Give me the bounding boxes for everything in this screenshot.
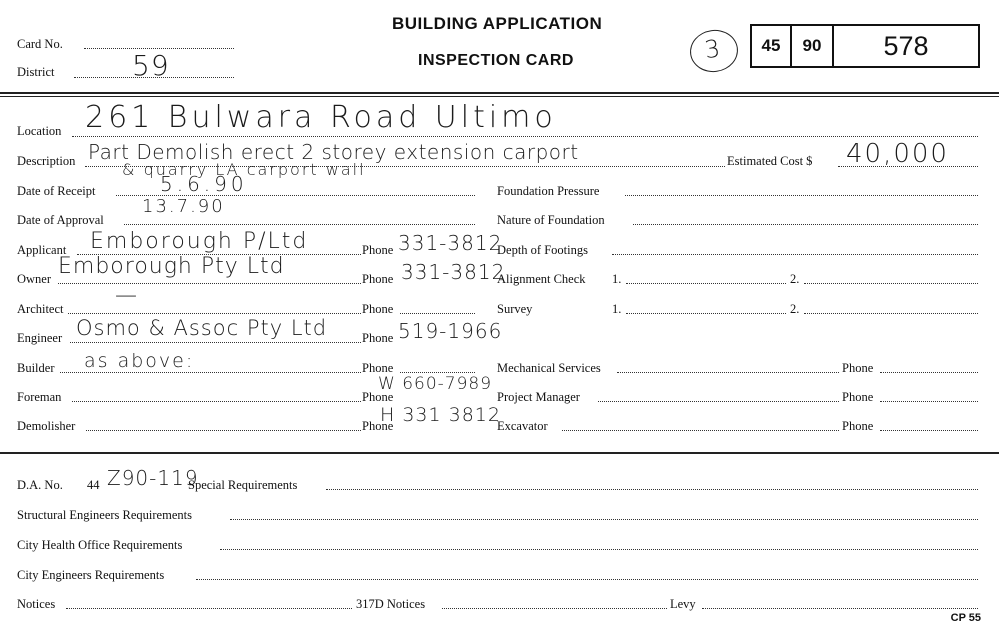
owner-phone-value: 331-3812 [401, 260, 506, 284]
notices-317d-label: 317D Notices [356, 597, 426, 611]
owner-value: Emborough Pty Ltd [58, 254, 285, 279]
levy-field[interactable] [702, 608, 978, 609]
header-divider [0, 92, 999, 94]
builder-label: Builder [17, 361, 55, 375]
box-2: 90 [792, 26, 834, 66]
location-label: Location [17, 124, 62, 138]
applicant-phone-label: Phone [362, 243, 394, 257]
excavator-phone-label: Phone [842, 419, 874, 433]
architect-phone-field[interactable] [400, 313, 475, 314]
alignment-check-label: Alignment Check [497, 272, 586, 286]
applicant-value: Emborough P/Ltd [90, 229, 309, 254]
builder-phone-label: Phone [362, 361, 394, 375]
engineer-phone-label: Phone [362, 331, 394, 345]
foreman-phone-label: Phone [362, 390, 394, 404]
project-manager-phone-field[interactable] [880, 401, 978, 402]
builder-field[interactable] [60, 372, 361, 373]
header-divider-2 [0, 96, 999, 97]
survey-1-label: 1. [612, 302, 622, 316]
date-approval-field[interactable] [124, 224, 475, 225]
alignment-1-field[interactable] [626, 283, 786, 284]
box-3: 578 [883, 30, 929, 61]
demolisher-phone-value: H 331 3812 [380, 404, 501, 426]
city-engineers-requirements-field[interactable] [196, 579, 978, 580]
demolisher-label: Demolisher [17, 419, 76, 433]
project-manager-phone-label: Phone [842, 390, 874, 404]
builder-value: as above: [84, 350, 195, 372]
architect-field[interactable] [68, 313, 361, 314]
survey-1-field[interactable] [626, 313, 786, 314]
date-approval-label: Date of Approval [17, 213, 104, 227]
foreman-phone-value: W 660-7989 [378, 374, 493, 394]
da-value: Z90-119 [107, 466, 199, 490]
nature-foundation-label: Nature of Foundation [497, 213, 605, 227]
alignment-1-label: 1. [612, 272, 622, 286]
structural-requirements-field[interactable] [230, 519, 978, 520]
applicant-label: Applicant [17, 243, 67, 257]
section-divider [0, 452, 999, 454]
engineer-phone-value: 519-1966 [398, 319, 503, 343]
excavator-label: Excavator [497, 419, 548, 433]
description-label: Description [17, 154, 76, 168]
owner-phone-label: Phone [362, 272, 394, 286]
health-requirements-field[interactable] [220, 549, 978, 550]
description-value-line1: Part Demolish erect 2 storey extension carport [88, 140, 579, 164]
estimated-cost-label: Estimated Cost $ [727, 154, 813, 168]
mechanical-services-label: Mechanical Services [497, 361, 601, 375]
foundation-pressure-field[interactable] [625, 195, 978, 196]
notices-label: Notices [17, 597, 56, 611]
foundation-pressure-label: Foundation Pressure [497, 184, 600, 198]
engineer-field[interactable] [70, 342, 361, 343]
survey-2-field[interactable] [804, 313, 978, 314]
card-no-label: Card No. [17, 37, 63, 51]
survey-label: Survey [497, 302, 533, 316]
title-line1: BUILDING APPLICATION [392, 14, 603, 33]
location-field[interactable] [72, 136, 978, 137]
nature-foundation-field[interactable] [633, 224, 978, 225]
architect-phone-label: Phone [362, 302, 394, 316]
district-value: 59 [132, 49, 170, 82]
city-engineers-requirements-label: City Engineers Requirements [17, 568, 165, 582]
location-value: 261 Bulwara Road Ultimo [85, 100, 557, 135]
demolisher-phone-label: Phone [362, 419, 394, 433]
applicant-phone-value: 331-3812 [398, 231, 503, 255]
builder-phone-field[interactable] [400, 372, 475, 373]
form-code: CP 55 [950, 612, 981, 624]
date-receipt-label: Date of Receipt [17, 184, 96, 198]
description-value-line2: & quarry LA carport wall [122, 160, 366, 179]
depth-footings-label: Depth of Footings [497, 243, 588, 257]
architect-value: — [115, 283, 138, 308]
levy-label: Levy [670, 597, 696, 611]
excavator-field[interactable] [562, 430, 839, 431]
engineer-value: Osmo & Assoc Pty Ltd [76, 316, 328, 340]
owner-field[interactable] [58, 283, 361, 284]
notices-field[interactable] [66, 608, 352, 609]
alignment-2-label: 2. [790, 272, 800, 286]
card-number-boxes [750, 24, 980, 68]
mechanical-services-field[interactable] [617, 372, 839, 373]
box-1: 45 [752, 26, 792, 66]
survey-2-label: 2. [790, 302, 800, 316]
alignment-2-field[interactable] [804, 283, 978, 284]
project-manager-field[interactable] [598, 401, 839, 402]
excavator-phone-field[interactable] [880, 430, 978, 431]
structural-requirements-label: Structural Engineers Requirements [17, 508, 192, 522]
depth-footings-field[interactable] [612, 254, 978, 255]
circled-number: 3 [687, 27, 740, 75]
da-prefix: 44 [87, 478, 100, 492]
foreman-label: Foreman [17, 390, 62, 404]
special-requirements-field[interactable] [326, 489, 978, 490]
title-line2: INSPECTION CARD [418, 52, 574, 69]
district-label: District [17, 65, 55, 79]
date-receipt-value: 5.6.90 [160, 172, 248, 196]
owner-label: Owner [17, 272, 52, 286]
date-approval-value: 13.7.90 [142, 196, 225, 217]
notices-317d-field[interactable] [442, 608, 667, 609]
mechanical-phone-field[interactable] [880, 372, 978, 373]
demolisher-field[interactable] [86, 430, 361, 431]
project-manager-label: Project Manager [497, 390, 580, 404]
da-label: D.A. No. [17, 478, 63, 492]
engineer-label: Engineer [17, 331, 63, 345]
mechanical-phone-label: Phone [842, 361, 874, 375]
foreman-field[interactable] [72, 401, 361, 402]
health-requirements-label: City Health Office Requirements [17, 538, 183, 552]
estimated-cost-value: 40,000 [846, 139, 949, 169]
architect-label: Architect [17, 302, 64, 316]
special-requirements-label: Special Requirements [188, 478, 298, 492]
